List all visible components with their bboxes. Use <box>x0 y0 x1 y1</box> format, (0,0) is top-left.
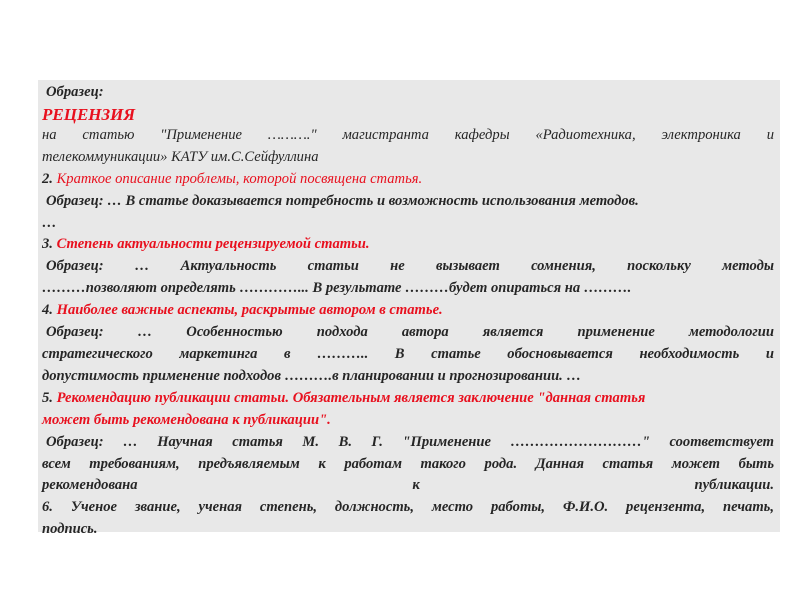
item-2-sample-line-1: Образец: … В статье доказывается потребность и возможность использования методов. <box>46 192 639 209</box>
item-4-text: Наиболее важные аспекты, раскрытые автором в статье. <box>56 302 443 319</box>
item-2-number: 2. <box>42 170 53 187</box>
item-4-number: 4. <box>42 302 53 319</box>
item-5-sample-line-2: всем требованиям, предъявляемым к работам такого рода. Данная статья может быть <box>42 455 774 472</box>
item-3-sample-line-1: Образец: … Актуальность статьи не вызывает сомнения, поскольку методы <box>46 258 774 275</box>
item-3-text: Степень актуальности рецензируемой статьи. <box>56 236 370 253</box>
item-5-sample-line-1: Образец: … Научная статья М. В. Г. "Применение ………………………" соответствует <box>46 433 774 450</box>
document-title: РЕЦЕНЗИЯ <box>42 104 136 124</box>
item-6-line-2: подпись. <box>42 521 98 538</box>
item-5-heading <box>42 388 774 410</box>
item-5-number: 5. <box>42 389 53 406</box>
sample-label: Образец: <box>46 84 104 100</box>
intro-line-2: телекоммуникации» КАТУ им.С.Сейфуллина <box>42 148 319 165</box>
intro-line-1: на статью "Применение ………." магистранта кафедры «Радиотехника, электроника и <box>42 126 774 143</box>
item-3-heading <box>42 234 774 256</box>
item-6-line-1: 6. Ученое звание, ученая степень, должность, место работы, Ф.И.О. рецензента, печать, <box>42 499 774 516</box>
item-5-text-line-1: Рекомендацию публикации статьи. Обязательным является заключение "данная статья <box>56 389 646 406</box>
item-4-sample-line-3: допустимость применение подходов ……….в планировании и прогнозировании. … <box>42 367 582 384</box>
item-2-text: Краткое описание проблемы, которой посвящена статья. <box>56 170 423 187</box>
item-3-number: 3. <box>42 236 53 253</box>
item-2-heading <box>42 169 774 191</box>
item-5-sample-line-3: рекомендована к публикации. <box>42 477 774 494</box>
item-4-heading <box>42 300 774 322</box>
item-5-text-line-2: может быть рекомендована к публикации". <box>42 411 331 428</box>
item-4-sample-line-1: Образец: … Особенностью подхода автора является применение методологии <box>46 324 774 341</box>
review-sample-panel <box>38 80 780 538</box>
item-4-sample-line-2: стратегического маркетинга в ……….. В статье обосновывается необходимость и <box>42 345 774 362</box>
item-2-sample-line-2: … <box>42 214 57 231</box>
item-3-sample-line-2: ………позволяют определять …………... В результате ………будет опираться на ………. <box>42 280 632 297</box>
